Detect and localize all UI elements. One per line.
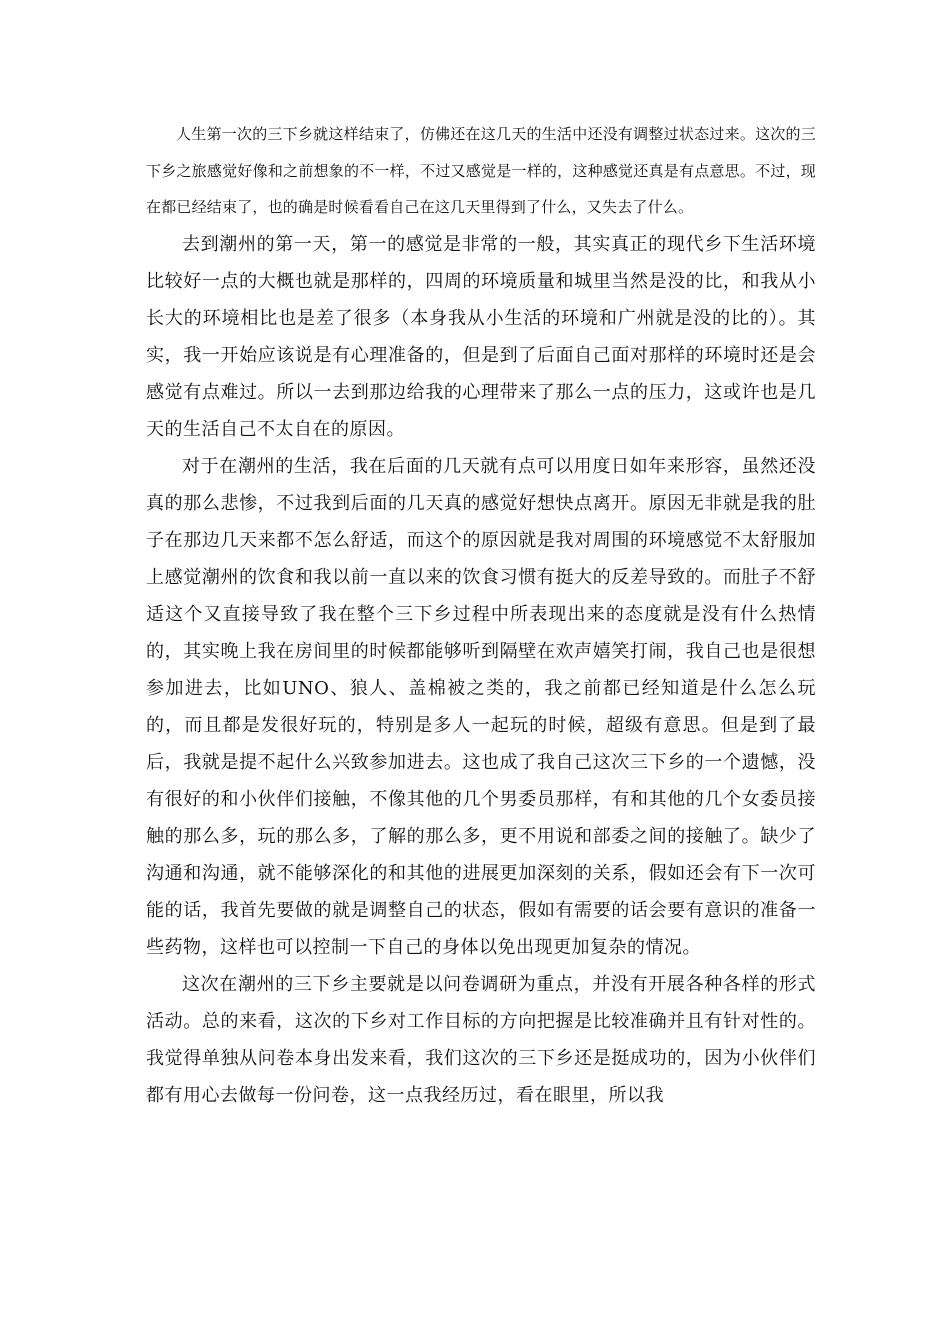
paragraph-4: 这次在潮州的三下乡主要就是以问卷调研为重点，并没有开展各种各样的形式活动。总的来看，这次的下乡对工作目标的方向把握是比较准确并且有针对性的。我觉得单独从问卷本身出发来看，我们这次的三下乡还是挺成功的，因为小伙伴们都有用心去做每一份问卷，这一点我经历过，看在眼里，所以我 [146,973,816,1106]
document-body [146,116,816,1114]
paragraph-2: 去到潮州的第一天，第一的感觉是非常的一般，其实真正的现代乡下生活环境比较好一点的大概也就是那样的，四周的环境质量和城里当然是没的比，和我从小长大的环境相比也是差了很多（本身我从小生活的环境和广州就是没的比的）。其实，我一开始应该说是有心理准备的，但是到了后面自己面对那样的环境时还是会感觉有点难过。所以一去到那边给我的心理带来了那么一点的压力，这或许也是几天的生活自己不太自在的原因。 [146,233,816,440]
paragraph-1: 人生第一次的三下乡就这样结束了，仿佛还在这几天的生活中还没有调整过状态过来。这次的三下乡之旅感觉好像和之前想象的不一样，不过又感觉是一样的，这种感觉还真是有点意思。不过，现在都已经结束了，也的确是时候看看自己在这几天里得到了什么，又失去了什么。 [146,125,816,216]
paragraph-3: 对于在潮州的生活，我在后面的几天就有点可以用度日如年来形容，虽然还没真的那么悲惨，不过我到后面的几天真的感觉好想快点离开。原因无非就是我的肚子在那边几天来都不怎么舒适，而这个的原因就是我对周围的环境感觉不太舒服加上感觉潮州的饮食和我以前一直以来的饮食习惯有挺大的反差导致的。而肚子不舒适这个又直接导致了我在整个三下乡过程中所表现出来的态度就是没有什么热情的，其实晚上我在房间里的时候都能够听到隔壁在欢声嬉笑打闹，我自己也是很想参加进去，比如UNO、狼人、盖棉被之类的，我之前都已经知道是什么怎么玩的，而且都是发很好玩的，特别是多人一起玩的时候，超级有意思。但是到了最后，我就是提不起什么兴致参加进去。这也成了我自己这次三下乡的一个遗憾，没有很好的和小伙伴们接触，不像其他的几个男委员那样，有和其他的几个女委员接触的那么多，玩的那么多，了解的那么多，更不用说和部委之间的接触了。缺少了沟通和沟通，就不能够深化的和其他的进展更加深刻的关系，假如还会有下一次可能的话，我首先要做的就是调整自己的状态，假如有需要的话会要有意识的准备一些药物，这样也可以控制一下自己的身体以免出现更加复杂的情况。 [146,455,816,958]
